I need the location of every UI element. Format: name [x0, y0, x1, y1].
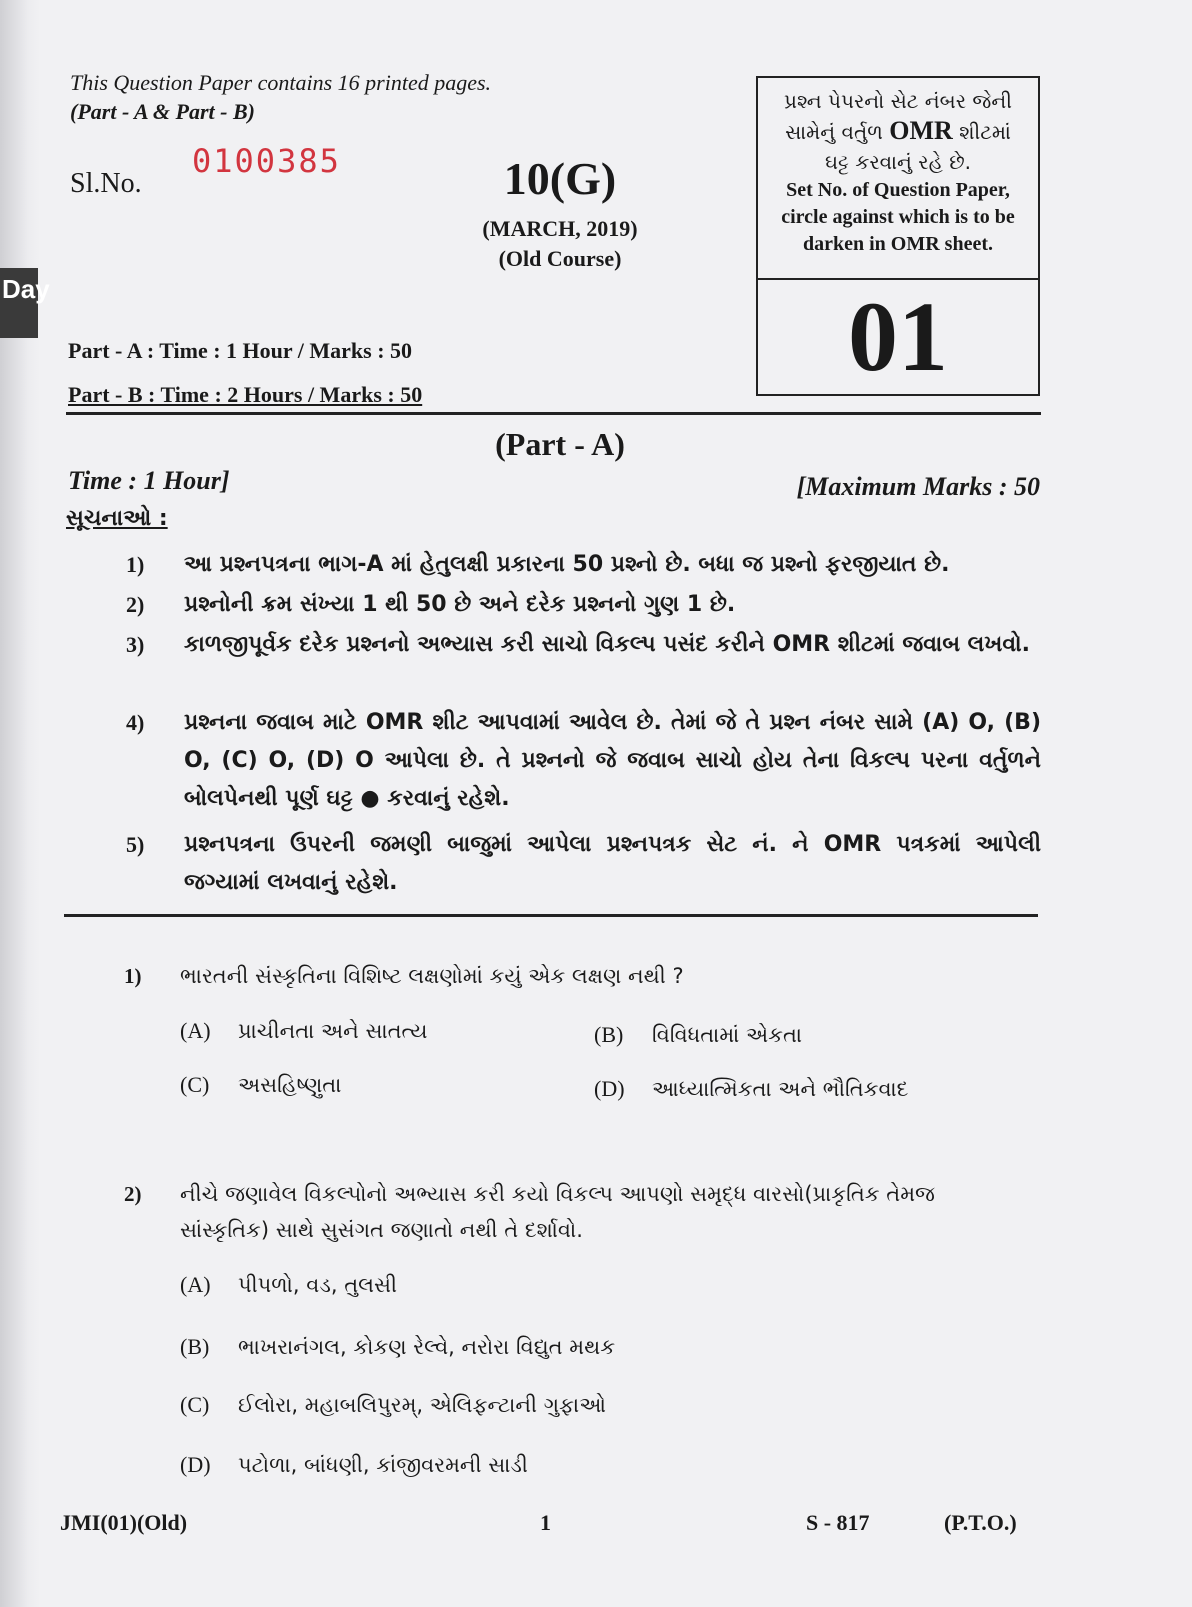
please-turn-over: (P.T.O.) — [944, 1510, 1017, 1535]
option-text: પીપળો, વડ, તુલસી — [238, 1273, 398, 1297]
option-c — [180, 1392, 606, 1418]
subject-code: 10(G) — [503, 153, 617, 204]
instruction-number: 1) — [126, 552, 145, 577]
part-a-time: Part - A : Time : 1 Hour / Marks : 50 — [68, 338, 413, 363]
set-number-instructions — [758, 78, 1038, 280]
option-d — [180, 1452, 528, 1478]
option-a — [180, 1272, 397, 1298]
part-title: (Part - A) — [495, 426, 625, 462]
serial-number-value: 0100385 — [192, 142, 341, 180]
set-number: 01 — [848, 281, 948, 392]
instruction-text: પ્રશ્નોની ક્રમ સંખ્યા 1 થી 50 છે અને દરેક પ્રશ્નનો ગુણ 1 છે. — [184, 592, 736, 617]
setbox-en-line2: circle against which is to be — [781, 206, 1015, 228]
time-label: Time : 1 Hour] — [68, 466, 230, 495]
instruction-item — [126, 586, 1041, 624]
paper-code: JMI(01)(Old) — [60, 1510, 188, 1535]
instruction-item — [126, 626, 1041, 664]
question-number: 2) — [124, 1182, 142, 1206]
instruction-item — [126, 826, 1041, 902]
course-type: (Old Course) — [498, 246, 622, 271]
option-text: પ્રાચીનતા અને સાતત્ય — [238, 1019, 428, 1043]
setbox-en-line1: Set No. of Question Paper, — [786, 179, 1010, 201]
option-d — [594, 1076, 908, 1102]
part-b-time: Part - B : Time : 2 Hours / Marks : 50 — [68, 382, 423, 407]
setbox-guj-line2 — [758, 116, 1038, 147]
option-text: ભાખરાનંગલ, કોકણ રેલ્વે, નરોરા વિદ્યુત મથક — [238, 1335, 616, 1359]
option-text: આધ્યાત્મિકતા અને ભૌતિકવાદ — [652, 1077, 909, 1101]
option-a — [180, 1018, 428, 1044]
parts-line: (Part - A & Part - B) — [70, 99, 255, 124]
option-key: (C) — [180, 1072, 210, 1097]
day-tab: Day — [0, 268, 38, 338]
setbox-guj-line1: પ્રશ્ન પેપરનો સેટ નંબર જેની — [784, 89, 1012, 113]
option-key: (C) — [180, 1392, 210, 1417]
option-text: અસહિષ્ણુતા — [238, 1073, 342, 1097]
option-key: (D) — [180, 1452, 211, 1477]
page-edge-shadow — [0, 0, 40, 1607]
option-key: (B) — [180, 1334, 210, 1359]
option-key: (A) — [180, 1018, 211, 1043]
option-key: (D) — [594, 1076, 625, 1101]
question-text: નીચે જણાવેલ વિકલ્પોનો અભ્યાસ કરી કયો વિકલ્પ આપણો સમૃદ્ધ વારસો(પ્રાકૃતિક તેમજ સાંસ્કૃતિક) સાથે સુસંગત જણાતો નથી તે દર્શાવો. — [180, 1182, 935, 1242]
header-divider — [66, 412, 1041, 415]
setbox-guj-line3: ઘટ્ટ કરવાનું રહે છે. — [824, 150, 972, 174]
question-text: ભારતની સંસ્કૃતિના વિશિષ્ટ લક્ષણોમાં કયું એક લક્ષણ નથી ? — [180, 964, 684, 988]
set-number-box — [756, 76, 1040, 396]
option-text: પટોળા, બાંધણી, કાંજીવરમની સાડી — [238, 1453, 528, 1477]
option-text: વિવિધતામાં એકતા — [652, 1023, 803, 1047]
max-marks: [Maximum Marks : 50 — [796, 472, 1040, 501]
serial-number-label: Sl.No. — [70, 168, 142, 199]
instruction-number: 4) — [126, 710, 145, 735]
option-key: (B) — [594, 1022, 624, 1047]
instructions-title: સૂચનાઓ : — [66, 506, 168, 531]
question-2 — [124, 1176, 994, 1248]
instruction-text: કાળજીપૂર્વક દરેક પ્રશ્નનો અભ્યાસ કરી સાચો વિકલ્પ પસંદ કરીને OMR શીટમાં જવાબ લખવો. — [184, 632, 1030, 657]
setbox-en-line3: darken in OMR sheet. — [803, 233, 993, 255]
option-b — [594, 1022, 802, 1048]
page-number: 1 — [540, 1510, 551, 1535]
option-key: (A) — [180, 1272, 211, 1297]
pages-line: This Question Paper contains 16 printed pages. — [70, 70, 492, 95]
instruction-item — [126, 704, 1041, 818]
instruction-number: 2) — [126, 592, 145, 617]
instruction-text: પ્રશ્નપત્રના ઉપરની જમણી બાજુમાં આપેલા પ્રશ્નપત્રક સેટ નં. ને OMR પત્રકમાં આપેલી જગ્યામાં લખવાનું રહેશે. — [184, 832, 1041, 895]
option-text: ઈલોરા, મહાબલિપુરમ્, એલિફન્ટાની ગુફાઓ — [238, 1393, 606, 1417]
instructions-divider — [64, 914, 1038, 917]
option-b — [180, 1334, 615, 1360]
instruction-item — [126, 546, 1041, 584]
option-c — [180, 1072, 341, 1098]
setbox-guj-line2-pre: સામેનું વર્તુળ — [785, 120, 890, 144]
setbox-omr-word: OMR — [889, 116, 953, 145]
instruction-text: આ પ્રશ્નપત્રના ભાગ-A માં હેતુલક્ષી પ્રકારના 50 પ્રશ્નો છે. બધા જ પ્રશ્નો ફરજીયાત છે. — [184, 552, 950, 577]
instruction-number: 5) — [126, 832, 145, 857]
exam-month: (MARCH, 2019) — [482, 216, 638, 241]
instruction-number: 3) — [126, 632, 145, 657]
series-code: S - 817 — [806, 1510, 870, 1535]
question-number: 1) — [124, 964, 142, 988]
instruction-text: પ્રશ્નના જવાબ માટે OMR શીટ આપવામાં આવેલ છે. તેમાં જે તે પ્રશ્ન નંબર સામે (A) O, (B) O, (C) O, (D) O આપેલા છે. તે પ્રશ્નનો જે જવાબ સાચો હોય તેના વિકલ્પ પરના વર્તુળને બોલપેનથી પૂર્ણ ઘટ્ટ ● કરવાનું રહેશે. — [184, 710, 1041, 811]
question-1 — [124, 958, 1044, 994]
setbox-guj-line2-post: શીટમાં — [952, 120, 1011, 144]
